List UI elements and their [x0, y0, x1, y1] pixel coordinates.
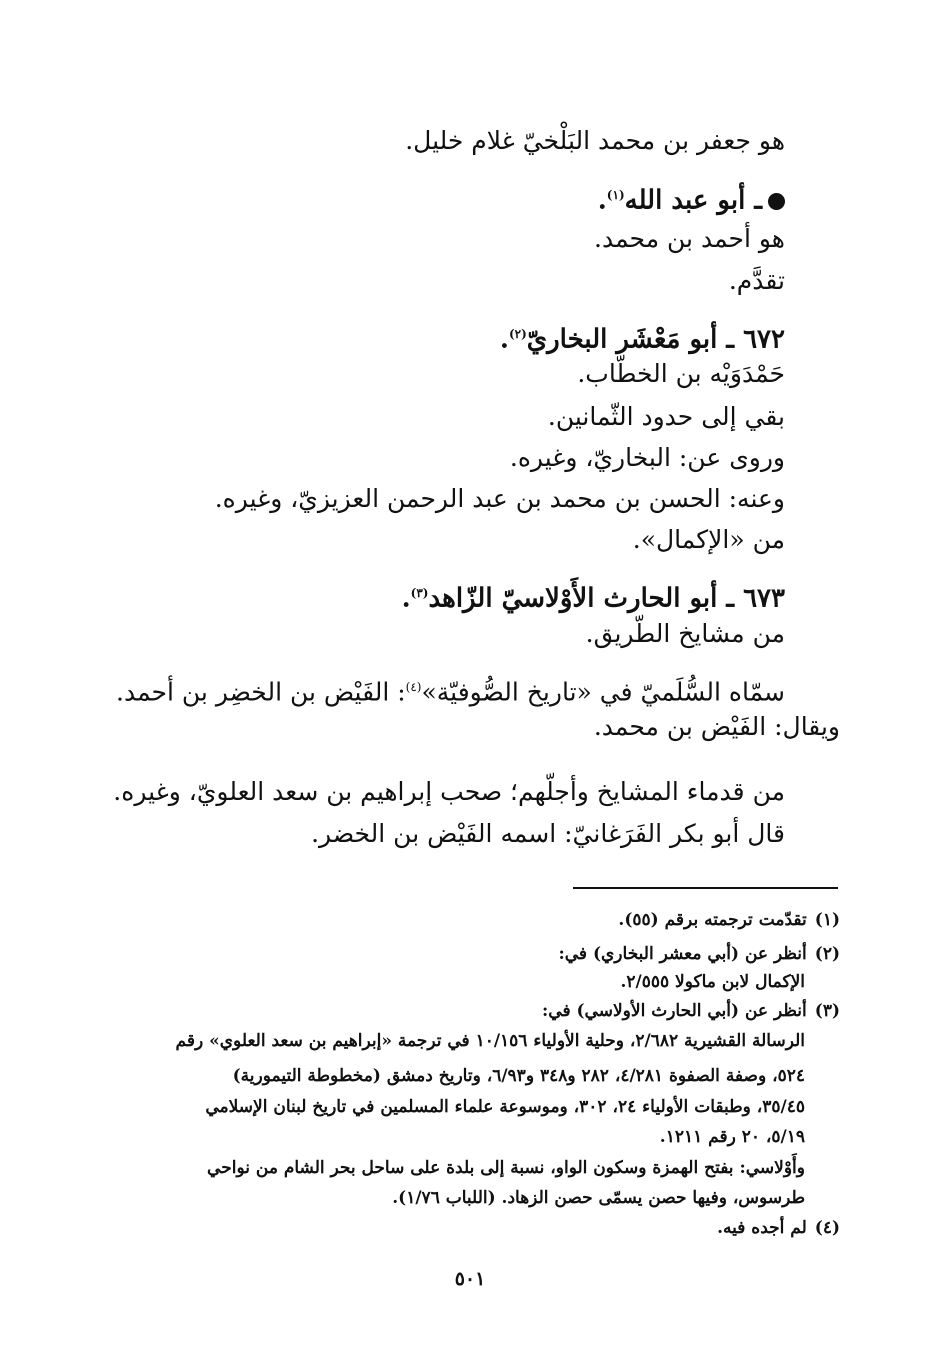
footnote: (٤)لم أجده فيه.	[717, 1218, 840, 1238]
text-line: من قدماء المشايخ وأجلّهم؛ صحب إبراهيم بن سعد العلويّ، وغيره.	[113, 777, 785, 806]
footnote-ref: (٣)	[410, 586, 429, 600]
entry-heading: ٦٧٢ ـ أبو مَعْشَر البخاريّ$^{(٢)}$.	[499, 324, 785, 355]
footnote-ref: (٢)	[508, 327, 527, 341]
text-line: ويقال: الفَيْض بن محمد.	[593, 712, 840, 741]
text-line: وعنه: الحسن بن محمد بن عبد الرحمن العزيزيّ، وغيره.	[214, 484, 785, 513]
text-line: حَمْدَوَيْه بن الخطّاب.	[577, 359, 785, 388]
footnote-separator	[573, 887, 838, 889]
footnote: (٣)أنظر عن (أبي الحارث الأولاسي) في:	[542, 1001, 840, 1021]
text-line: قال أبو بكر الفَرَغانيّ: اسمه الفَيْض بن الخضر.	[311, 819, 785, 848]
footnote-line: ٥٢٤، وصفة الصفوة ٤/٢٨١، ٢٨٢ و٣٤٨ و٦/٩٣، وتاريخ دمشق (مخطوطة التيمورية)	[232, 1066, 805, 1086]
text-line: تقدَّم.	[728, 266, 785, 295]
entry-heading: ٦٧٣ ـ أبو الحارث الأَوْلاسيّ الزّاهد$^{(٣)}$.	[401, 583, 785, 614]
text-line: بقي إلى حدود الثّمانين.	[547, 402, 785, 431]
footnote-line: الإكمال لابن ماكولا ٢/٥٥٥.	[620, 972, 805, 992]
footnote-line: طرسوس، وفيها حصن يسمّى حصن الزهاد. (اللباب ١/٧٦).	[392, 1188, 805, 1208]
text-line: وروى عن: البخاريّ، وغيره.	[509, 443, 785, 472]
footnote-line: وأَوْلاسي: بفتح الهمزة وسكون الواو، نسبة إلى بلدة على ساحل بحر الشام من نواحي	[207, 1158, 805, 1178]
text-line: هو أحمد بن محمد.	[594, 224, 785, 253]
bullet-icon	[768, 193, 785, 210]
footnote: (١)تقدّمت ترجمته برقم (٥٥).	[618, 910, 840, 930]
footnote-line: ٣٥/٤٥، وطبقات الأولياء ٢٤، ٣٠٢، وموسوعة علماء المسلمين في تاريخ لبنان الإسلامي	[205, 1097, 805, 1117]
text-line: من مشايخ الطّريق.	[585, 619, 785, 648]
entry-heading: ـ أبو عبد الله$^{(١)}$.	[598, 178, 785, 218]
text-line: سمّاه السُّلَميّ في «تاريخ الصُّوفيّة»$^{(٤)}$: الفَيْض بن الخضِر بن أحمد.	[116, 677, 785, 707]
text-line: من «الإكمال».	[632, 525, 785, 554]
page-number: ٥٠١	[454, 1268, 486, 1290]
footnote: (٢)أنظر عن (أبي معشر البخاري) في:	[558, 944, 840, 964]
footnote-ref: (٤)	[405, 680, 422, 694]
text-line: هو جعفر بن محمد البَلْخيّ غلام خليل.	[405, 126, 785, 155]
footnote-line: الرسالة القشيرية ٢/٦٨٢، وحلية الأولياء ١٠/١٥٦ في ترجمة «إبراهيم بن سعد العلوي» رقم	[175, 1031, 805, 1051]
footnote-ref: (١)	[606, 188, 625, 202]
footnote-line: ٥/١٩، ٢٠ رقم ١٢١١.	[659, 1127, 805, 1147]
